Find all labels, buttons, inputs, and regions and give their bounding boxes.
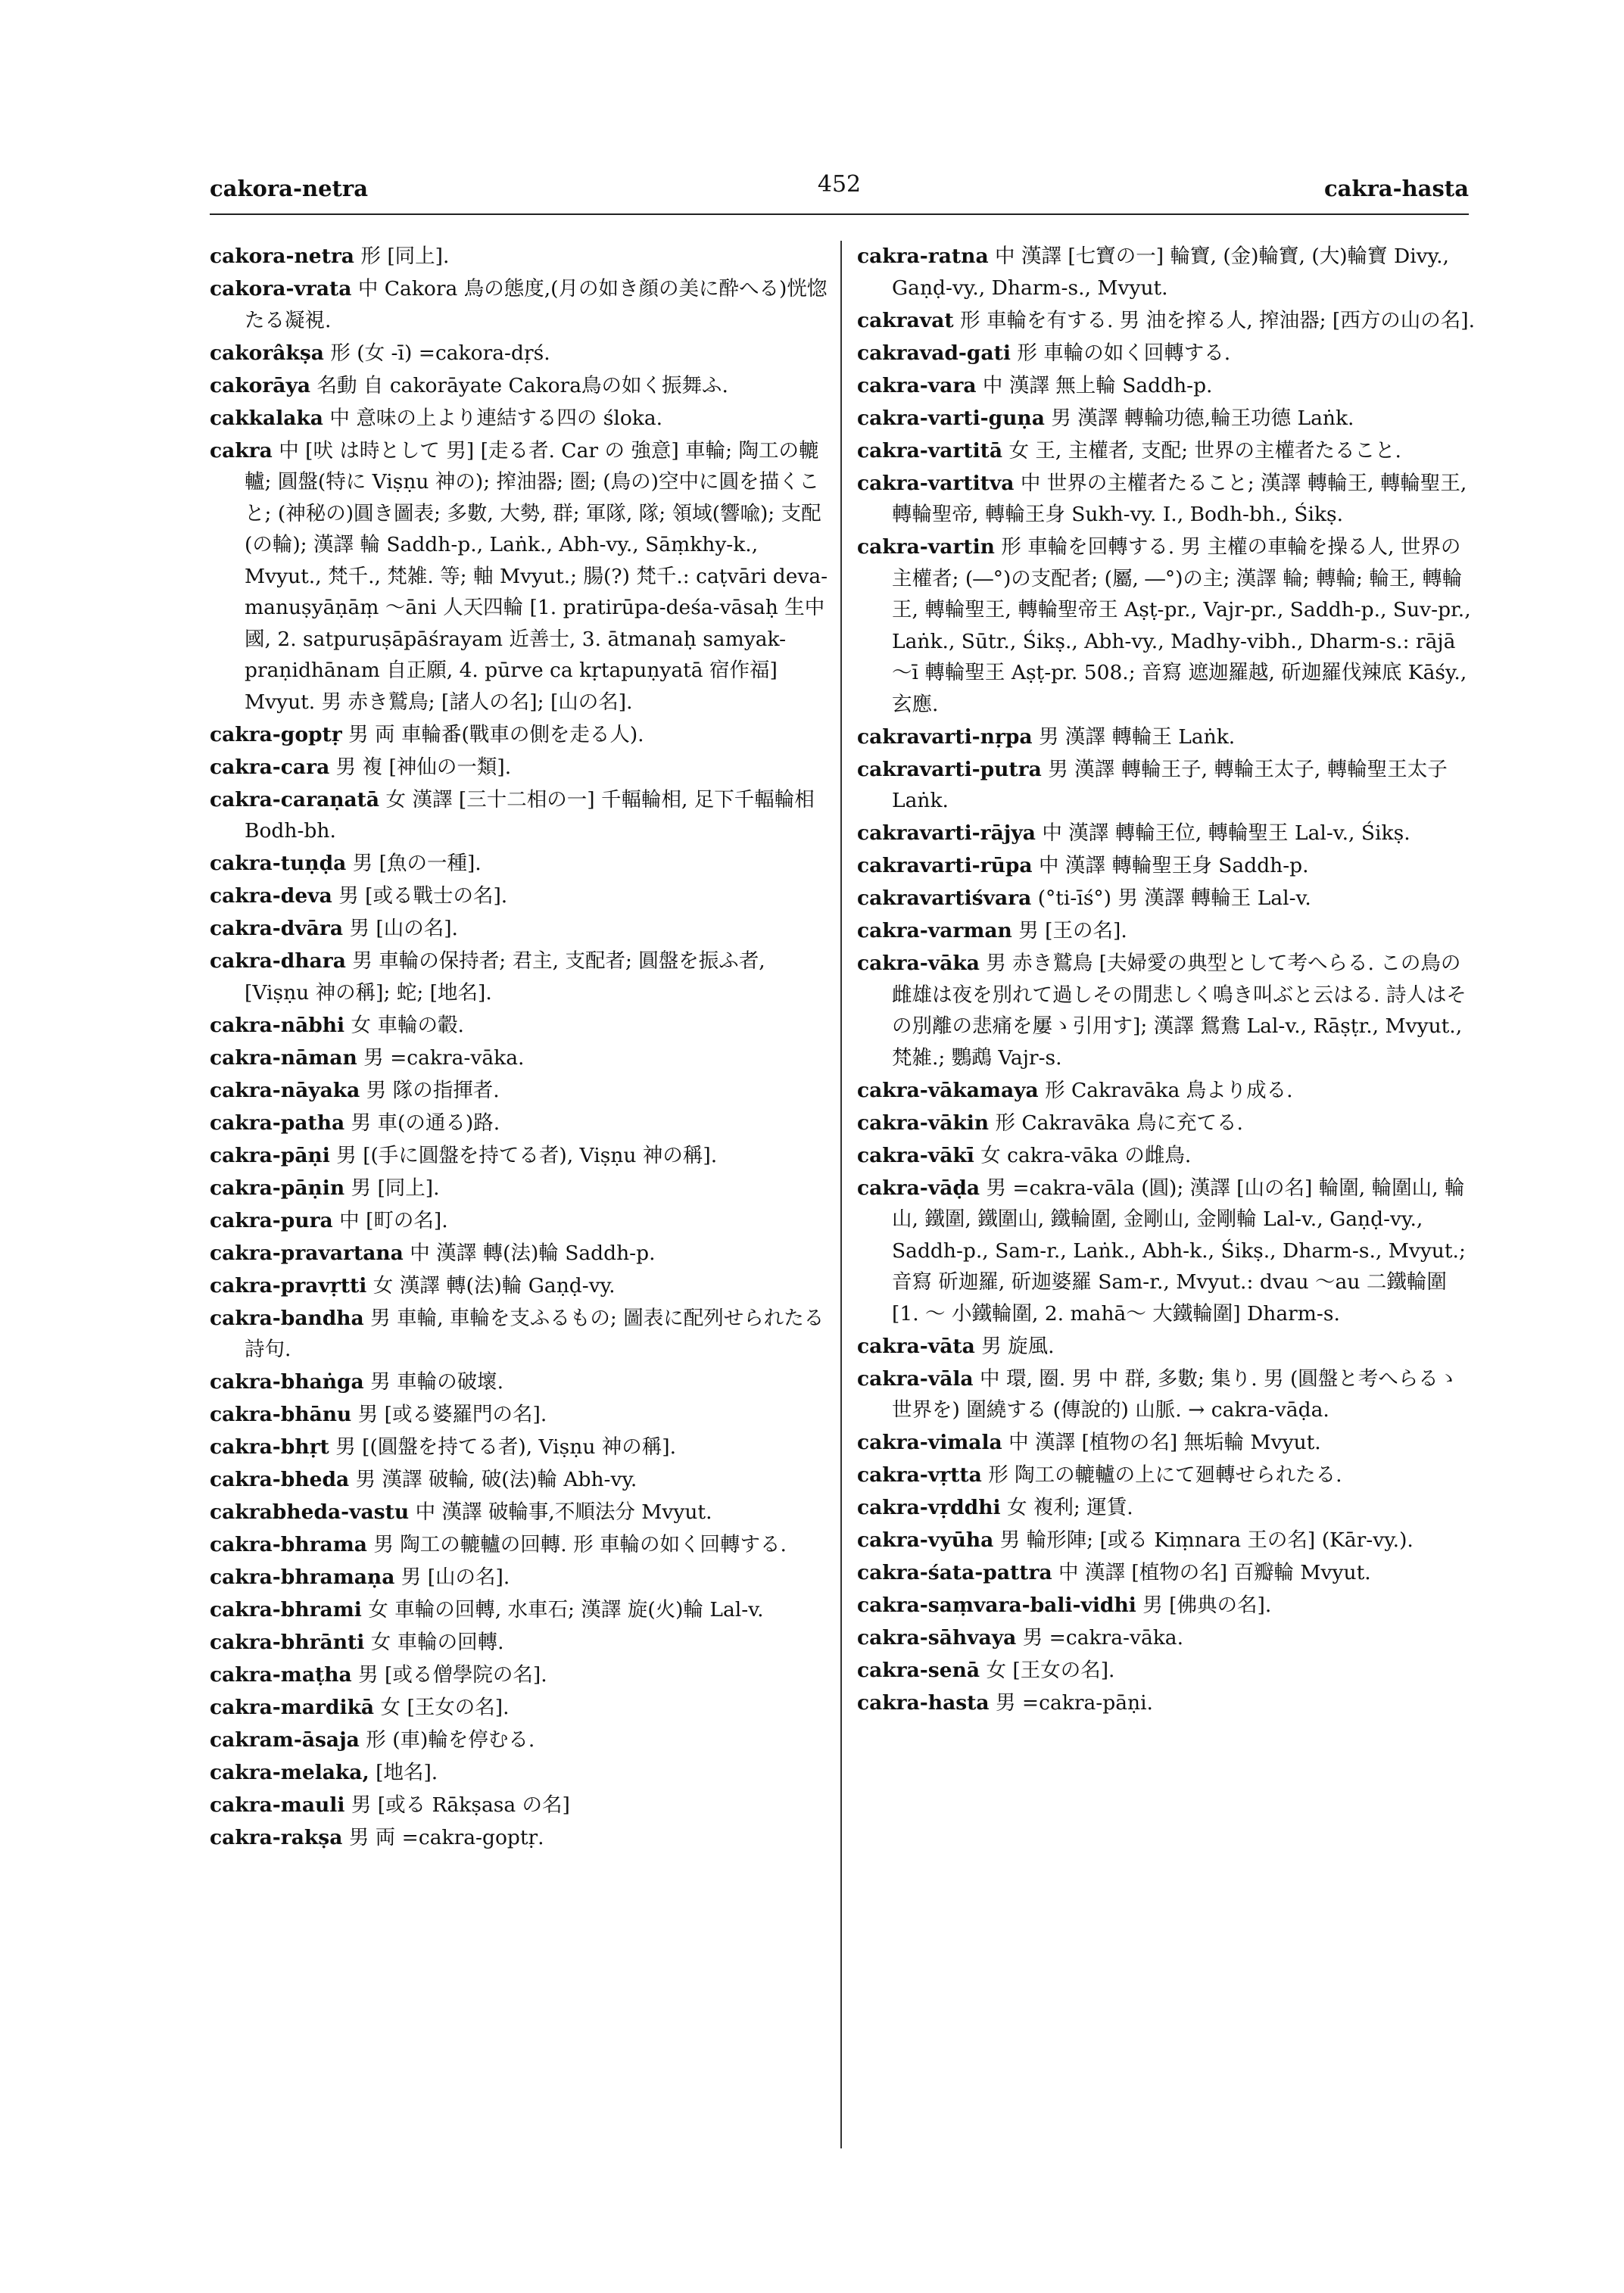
entry-definition: 中 漢譯 轉輪聖王身 Saddh-p. [1032,854,1309,877]
entry-definition: 男 =cakra-pāṇi. [989,1691,1153,1715]
entry-definition: 男 [王の名]. [1011,919,1127,942]
entry-definition: 女 [王女の名]. [980,1659,1115,1682]
dictionary-entry [857,1492,1478,1524]
dictionary-entry [210,1366,831,1398]
dictionary-entry [857,531,1478,720]
entry-headword: cakra-bandha [210,1306,364,1330]
entry-headword: cakra-tuṇḍa [210,852,347,875]
running-head [210,171,1469,209]
entry-headword: cakora-vrata [210,277,352,301]
entry-headword: cakra-vartin [857,535,995,559]
entry-definition: 中 [吠 は時として 男] [走る者. Car の 強意] 車輪; 陶工の轆轤; 圓盤(特に Viṣṇu 神の); 搾油器; 圏; (鳥の)空中に圓を描くこと; (神秘の)圓き圖表; 多數, 大勢, 群; 軍隊, 隊; 領域(響喩); 支配(の輪); 漢譯 輪 Saddh-p., Laṅk., Abh-vy., Sāṃkhy-k., Mvyut., 梵千., 梵雑. 等; 軸 Mvyut.; 腸(?) 梵千.: caṭvāri deva-manuṣyāṇāṃ ～āni 人天四輪 [1. pratirūpa-deśa-vāsaḥ 生中國, 2. satpuruṣāpāśrayam 近善士, 3. ātmanaḥ samyak-praṇidhānam 自正願, 4. pūrve ca kṛtapuṇyatā 宿作福] Mvyut. 男 赤き鷲鳥; [諸人の名]; [山の名]. [245,438,828,714]
dictionary-entry [857,721,1478,753]
dictionary-entry [210,1757,831,1789]
entry-headword: cakra-bhrami [210,1598,362,1622]
dictionary-entry [210,1562,831,1594]
dictionary-entry [857,883,1478,914]
entry-headword: cakra-goptṛ [210,722,342,746]
entry-definition: 中 漢譯 轉(法)輪 Saddh-p. [403,1241,656,1265]
entry-headword: cakra-pāṇi [210,1143,330,1167]
entry-definition: 中 漢譯 無上輪 Saddh-p. [976,373,1213,397]
dictionary-entry [210,719,831,751]
entry-headword: cakra-saṃvara-bali-vidhi [857,1594,1136,1617]
entry-headword: cakorâkṣa [210,341,324,365]
entry-definition: 中 意味の上より連結する四の śloka. [323,406,663,430]
dictionary-entry [210,848,831,880]
entry-headword: cakra-vāḍa [857,1176,980,1200]
entry-definition: 男 =cakra-vāka. [1016,1626,1184,1650]
header-rule [210,213,1469,215]
entry-headword: cakravarti-rājya [857,821,1036,845]
entry-definition: (°ti-īś°) 男 漢譯 轉輪王 Lal-v. [1031,886,1311,910]
dictionary-entry [857,1622,1478,1654]
entry-definition: 男 [或る僧學院の名]. [351,1663,547,1687]
entry-headword: cakra-pravṛtti [210,1273,367,1298]
dictionary-entry [210,1529,831,1561]
entry-headword: cakra [210,438,273,463]
entry-definition: 男 [或る婆羅門の名]. [351,1403,547,1426]
dictionary-entry [210,946,831,1008]
entry-headword: cakravarti-rūpa [857,854,1033,877]
dictionary-entry [210,1822,831,1854]
dictionary-body [210,241,1476,2179]
dictionary-entry [210,273,831,336]
entry-definition: 女 車輪の回轉, 水車石; 漢譯 旋(火)輪 Lal-v. [361,1598,764,1622]
dictionary-entry [210,1432,831,1463]
entry-headword: cakra-vara [857,373,977,397]
entry-definition: 女 [王女の名]. [374,1696,510,1719]
entry-definition: 男 両 車輪番(戰車の側を走る人). [341,722,644,746]
dictionary-entry [210,1399,831,1431]
entry-headword: cakra-vartitva [857,471,1015,495]
entry-definition: 女 王, 主權者, 支配; 世界の主權者たること. [1002,438,1401,463]
entry-headword: cakra-vāta [857,1334,975,1358]
header-right-guideword: cakra-hasta [1323,176,1469,201]
header-left-guideword: cakora-netra [210,176,368,201]
dictionary-entry [857,818,1478,849]
dictionary-entry [210,752,831,784]
entry-headword: cakravartiśvara [857,886,1032,910]
entry-headword: cakora-netra [210,245,354,268]
entry-headword: cakra-śata-pattra [857,1561,1052,1584]
entry-headword: cakram-āsaja [210,1728,360,1752]
entry-headword: cakra-senā [857,1659,980,1682]
entry-headword: cakra-pāṇin [210,1176,345,1200]
dictionary-entry [857,1655,1478,1687]
entry-headword: cakra-dvāra [210,917,344,940]
entry-headword: cakra-vartitā [857,438,1003,463]
entry-definition: 形 車輪を有する. 男 油を搾る人, 搾油器; [西方の山の名]. [953,308,1476,332]
entry-definition: 中 [町の名]. [332,1208,448,1232]
entry-definition: 中 環, 圈. 男 中 群, 多數; 集り. 男 (圓盤と考へらるゝ世界を) 圍繞する (傳說的) 山脈. → cakra-vāḍa. [892,1366,1459,1422]
entry-headword: cakra-pravartana [210,1241,404,1265]
dictionary-entry [857,1525,1478,1556]
dictionary-entry [210,1108,831,1139]
dictionary-entry [210,435,831,718]
dictionary-entry [210,1042,831,1074]
entry-headword: cakra-mardikā [210,1696,375,1719]
entry-definition: 男 [或る戰士の名]. [332,884,508,908]
dictionary-entry [210,338,831,369]
entry-headword: cakra-vṛddhi [857,1496,1001,1519]
entry-definition: 男 [魚の一種]. [346,852,482,875]
entry-headword: cakra-ratna [857,245,989,268]
entry-definition: 男 漢譯 轉輪功德,輪王功德 Laṅk. [1044,406,1354,430]
entry-headword: cakra-bhṛt [210,1435,329,1459]
dictionary-entry [210,1075,831,1107]
entry-definition: 男 両 =cakra-goptṛ. [342,1826,544,1849]
dictionary-entry [857,370,1478,402]
left-column [210,241,831,1855]
entry-headword: cakra-vimala [857,1431,1002,1454]
entry-definition: 男 隊の指揮者. [360,1078,500,1102]
entry-headword: cakra-nābhi [210,1013,345,1037]
dictionary-entry [210,1140,831,1172]
entry-headword: cakra-sāhvaya [857,1626,1017,1650]
dictionary-entry [857,435,1478,467]
entry-definition: 名動 自 cakorāyate Cakora鳥の如く振舞ふ. [310,373,728,397]
entry-definition: 男 車輪, 車輪を支ふるもの; 圖表に配列せられたる詩句. [245,1306,824,1361]
entry-definition: [地名]. [369,1761,438,1784]
entry-headword: cakra-nāyaka [210,1078,360,1102]
dictionary-entry [857,1427,1478,1459]
dictionary-entry [857,468,1478,531]
dictionary-entry [857,1363,1478,1426]
entry-headword: cakra-hasta [857,1691,990,1715]
entry-definition: 男 [或る Rākṣasa の名] [344,1793,570,1817]
entry-definition: 中 漢譯 破輪事,不順法分 Mvyut. [409,1500,712,1524]
dictionary-entry [210,1594,831,1626]
entry-definition: 男 陶工の轆轤の回轉. 形 車輪の如く回轉する. [366,1533,787,1556]
entry-definition: 形 Cakravāka 鳥に充てる. [989,1111,1243,1135]
entry-definition: 中 Cakora 鳥の態度,(月の如き顔の美に酔へる)恍惚たる凝視. [245,277,828,332]
entry-definition: 男 [(手に圓盤を持てる者), Viṣṇu 神の稱]. [329,1143,718,1167]
dictionary-entry [210,241,831,273]
entry-definition: 中 漢譯 轉輪王位, 轉輪聖王 Lal-v., Śikṣ. [1035,821,1410,845]
dictionary-entry [210,370,831,402]
entry-headword: cakra-nāman [210,1045,357,1070]
entry-headword: cakra-bhramaṇa [210,1566,395,1589]
entry-headword: cakra-melaka, [210,1761,369,1784]
entry-definition: 形 車輪の如く回轉する. [1010,341,1231,365]
dictionary-entry [857,1331,1478,1363]
entry-headword: cakra-deva [210,884,332,908]
entry-headword: cakra-vṛtta [857,1463,982,1487]
right-column [857,241,1478,1720]
entry-headword: cakra-bheda [210,1468,350,1491]
dictionary-entry [210,1692,831,1724]
dictionary-entry [210,1464,831,1496]
dictionary-entry [210,1010,831,1042]
entry-headword: cakra-caraṇatā [210,787,380,812]
entry-definition: 男 =cakra-vāka. [357,1045,525,1070]
entry-definition: 女 漢譯 [三十二相の一] 千輻輪相, 足下千輻輪相 Bodh-bh. [245,787,815,843]
dictionary-entry [857,754,1478,817]
dictionary-entry [210,1497,831,1528]
entry-headword: cakra-vākin [857,1111,990,1135]
entry-headword: cakrabheda-vastu [210,1500,410,1524]
page-number: 452 [817,171,862,198]
dictionary-entry [857,1557,1478,1589]
entry-definition: 男 [同上]. [344,1176,440,1200]
dictionary-entry [210,1238,831,1270]
dictionary-entry [857,241,1478,304]
entry-definition: 男 [山の名]. [394,1566,510,1589]
dictionary-entry [210,1790,831,1821]
entry-headword: cakorāya [210,373,311,397]
entry-headword: cakra-bhānu [210,1403,352,1426]
entry-headword: cakra-vākamaya [857,1078,1039,1102]
entry-definition: 女 車輪の回轉. [364,1631,504,1654]
dictionary-entry [210,1627,831,1659]
dictionary-entry [210,1659,831,1691]
entry-definition: 女 漢譯 轉(法)輪 Gaṇḍ-vy. [366,1273,616,1298]
entry-definition: 女 cakra-vāka の雌鳥. [974,1143,1192,1167]
dictionary-entry [857,1108,1478,1139]
entry-definition: 形 車輪を回轉する. 男 主權の車輪を操る人, 世界の主權者; (―°)の支配者; (屬, ―°)の主; 漢譯 輪; 轉輪; 輪王, 轉輪王, 轉輪聖王, 轉輪聖帝王 Aṣṭ-pr., Vajr-pr., Saddh-p., Suv-pr., Laṅk., Sūtr., Śikṣ., Abh-vy., Madhy-vibh., Dharm-s.: rājā ～ī 轉輪聖王 Aṣṭ-pr. 508.; 音寫 遮迦羅越, 斫迦羅伐辣底 Kāśy., 玄應. [892,535,1471,716]
entry-definition: 男 [佛典の名]. [1136,1594,1272,1617]
entry-definition: 男 旋風. [974,1334,1055,1358]
entry-definition: 中 漢譯 [七寶の一] 輪寶, (金)輪寶, (大)輪寶 Divy., Gaṇḍ-vy., Dharm-s., Mvyut. [892,245,1449,300]
dictionary-entry [857,1140,1478,1172]
dictionary-entry [210,913,831,945]
entry-headword: cakkalaka [210,406,323,430]
dictionary-entry [210,1303,831,1366]
entry-headword: cakravarti-nṛpa [857,724,1033,749]
dictionary-entry [210,1270,831,1302]
entry-definition: 男 赤き鷲鳥 [夫婦愛の典型として考へらる. この鳥の雌雄は夜を別れて過しその閒悲しく鳴き叫ぶと云はる. 詩人はその別離の悲痛を屢ゝ引用す]; 漢譯 鴛鴦 Lal-v., Rāṣṭr., Mvyut., 梵雑.; 鸚鵡 Vajr-s. [892,952,1467,1070]
entry-definition: 男 [(圓盤を持てる者), Viṣṇu 神の稱]. [329,1435,677,1459]
entry-definition: 女 複利; 運賃. [1000,1496,1133,1519]
dictionary-entry [857,915,1478,947]
entry-definition: 男 輪形陣; [或る Kiṃnara 王の名] (Kār-vy.). [993,1528,1414,1552]
entry-definition: 中 世界の主權者たること; 漢譯 轉輪王, 轉輪聖王, 轉輪聖帝, 轉輪王身 Sukh-vy. I., Bodh-bh., Śikṣ. [892,471,1467,526]
entry-headword: cakra-dhara [210,949,346,973]
entry-headword: cakra-rakṣa [210,1826,343,1849]
entry-headword: cakra-vāka [857,952,980,975]
entry-headword: cakra-bhrama [210,1533,367,1556]
dictionary-entry [857,1460,1478,1491]
entry-definition: 男 漢譯 轉輪王子, 轉輪王太子, 轉輪聖王太子 Laṅk. [892,757,1448,812]
entry-definition: 男 車(の通る)路. [344,1111,500,1135]
entry-definition: 形 Cakravāka 鳥より成る. [1038,1078,1293,1102]
dictionary-entry [857,338,1478,369]
entry-definition: 男 車輪の保持者; 君主, 支配者; 圓盤を振ふ者, [Viṣṇu 神の稱]; 蛇; [地名]. [245,949,765,1005]
entry-headword: cakravarti-putra [857,757,1042,781]
dictionary-entry [857,1687,1478,1719]
dictionary-entry [210,880,831,912]
entry-definition: 男 車輪の破壞. [363,1370,504,1394]
entry-definition: 形 [同上]. [354,245,450,268]
entry-definition: 男 [山の名]. [343,917,458,940]
dictionary-entry [210,1205,831,1237]
entry-headword: cakra-vāla [857,1366,974,1391]
dictionary-entry [857,1173,1478,1330]
dictionary-entry [857,1075,1478,1107]
entry-headword: cakra-varman [857,919,1012,942]
entry-headword: cakra-mauli [210,1793,345,1817]
dictionary-entry [210,1724,831,1756]
entry-definition: 形 (車)輪を停むる. [359,1728,535,1752]
entry-headword: cakravat [857,308,954,332]
entry-headword: cakravad-gati [857,341,1011,365]
entry-definition: 男 =cakra-vāla (圓); 漢譯 [山の名] 輪圍, 輪圍山, 輪山, 鐵圍, 鐵圍山, 鐵輪圍, 金剛山, 金剛輪 Lal-v., Gaṇḍ-vy., Saddh-p., Sam-r., Laṅk., Abh-k., Śikṣ., Dharm-s., Mvyut.; 音寫 斫迦羅, 斫迦婆羅 Sam-r., Mvyut.: dvau ～au 二鐵輪圍 [1. ～ 小鐵輪圍, 2. mahā～ 大鐵輪圍] Dharm-s. [892,1176,1466,1326]
entry-headword: cakra-vyūha [857,1528,994,1552]
dictionary-entry [857,403,1478,435]
entry-definition: 中 漢譯 [植物の名] 無垢輪 Mvyut. [1002,1431,1321,1454]
entry-definition: 女 車輪の轂. [344,1013,464,1037]
dictionary-entry [857,948,1478,1073]
entry-headword: cakra-pura [210,1208,333,1232]
entry-headword: cakra-varti-guṇa [857,406,1045,430]
entry-definition: 男 漢譯 轉輪王 Laṅk. [1032,724,1236,749]
dictionary-entry [857,305,1478,337]
entry-definition: 男 漢譯 破輪, 破(法)輪 Abh-vy. [349,1468,637,1491]
dictionary-entry [210,1173,831,1204]
dictionary-entry [857,850,1478,882]
entry-headword: cakra-patha [210,1111,345,1135]
entry-headword: cakra-bhaṅga [210,1370,364,1394]
entry-definition: 中 漢譯 [植物の名] 百瓣輪 Mvyut. [1052,1561,1371,1584]
entry-definition: 形 (女 -ī) =cakora-dṛś. [323,341,550,365]
dictionary-entry [210,784,831,847]
entry-definition: 男 複 [神仙の一類]. [329,755,512,779]
entry-headword: cakra-vākī [857,1143,974,1167]
dictionary-entry [857,1590,1478,1622]
dictionary-entry [210,403,831,435]
entry-definition: 形 陶工の轆轤の上にて廻轉せられたる. [981,1463,1342,1487]
entry-headword: cakra-bhrānti [210,1631,365,1654]
entry-headword: cakra-cara [210,755,330,779]
entry-headword: cakra-maṭha [210,1663,352,1687]
